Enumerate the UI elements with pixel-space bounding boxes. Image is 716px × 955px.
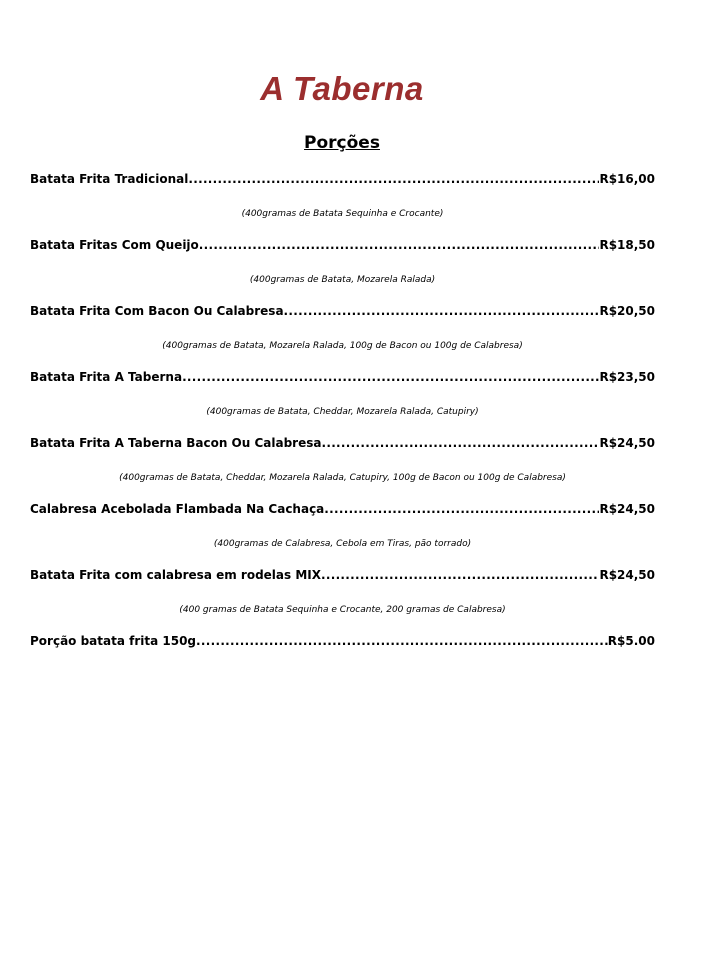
restaurant-name: A Taberna — [260, 70, 424, 107]
menu-item-price: R$16,00 — [599, 172, 655, 186]
menu-item — [30, 634, 655, 700]
menu-item-description: (400gramas de Batata Sequinha e Crocante) — [241, 209, 444, 219]
menu-item-name: Porção batata frita 150g — [30, 634, 197, 648]
menu-item-line — [30, 502, 655, 524]
menu-item-name: Batata Frita com calabresa em rodelas MIX — [30, 568, 321, 582]
menu-item — [30, 502, 655, 568]
dot-leader — [196, 634, 608, 648]
menu-item-name: Batata Frita A Taberna Bacon Ou Calabresa — [30, 436, 322, 450]
menu-item-name: Batata Frita A Taberna — [30, 370, 183, 384]
menu-item-line — [30, 238, 655, 260]
menu-item-price: R$5.00 — [607, 634, 655, 648]
dot-leader — [321, 436, 599, 450]
menu-item-price: R$24,50 — [599, 502, 655, 516]
menu-item-line — [30, 304, 655, 326]
menu-list — [30, 172, 655, 700]
menu-item-price: R$20,50 — [599, 304, 655, 318]
menu-item — [30, 370, 655, 436]
dot-leader — [284, 304, 600, 318]
menu-item-line — [30, 436, 655, 458]
menu-item-name: Batata Frita Com Bacon Ou Calabresa — [30, 304, 284, 318]
menu-item-description: (400gramas de Calabresa, Cebola em Tiras, pão torrado) — [213, 539, 472, 549]
menu-item-name: Batata Fritas Com Queijo — [30, 238, 199, 252]
menu-item-price: R$24,50 — [599, 568, 655, 582]
menu-item-description: (400gramas de Batata, Cheddar, Mozarela Ralada, Catupiry) — [206, 407, 479, 417]
dot-leader — [321, 568, 599, 582]
section-title: Porções — [304, 133, 380, 153]
menu-item-line — [30, 172, 655, 194]
menu-item — [30, 238, 655, 304]
dot-leader — [188, 172, 599, 186]
menu-item — [30, 172, 655, 238]
dot-leader — [199, 238, 600, 252]
menu-item-line — [30, 370, 655, 392]
menu-item-description: (400gramas de Batata, Mozarela Ralada, 100g de Bacon ou 100g de Calabresa) — [162, 341, 523, 351]
menu-item-line — [30, 568, 655, 590]
menu-item — [30, 304, 655, 370]
menu-item-price: R$24,50 — [599, 436, 655, 450]
menu-item — [30, 436, 655, 502]
menu-item-description: (400gramas de Batata, Mozarela Ralada) — [249, 275, 436, 285]
menu-item-price: R$23,50 — [599, 370, 655, 384]
dot-leader — [182, 370, 599, 384]
dot-leader — [324, 502, 599, 516]
menu-item-price: R$18,50 — [599, 238, 655, 252]
menu-item-line — [30, 634, 655, 656]
menu-item-description: (400gramas de Batata, Cheddar, Mozarela Ralada, Catupiry, 100g de Bacon ou 100g de Calabresa) — [119, 473, 566, 483]
menu-item — [30, 568, 655, 634]
menu-item-name: Calabresa Acebolada Flambada Na Cachaça — [30, 502, 325, 516]
menu-item-description: (400 gramas de Batata Sequinha e Crocante, 200 gramas de Calabresa) — [179, 605, 506, 615]
menu-item-name: Batata Frita Tradicional — [30, 172, 189, 186]
